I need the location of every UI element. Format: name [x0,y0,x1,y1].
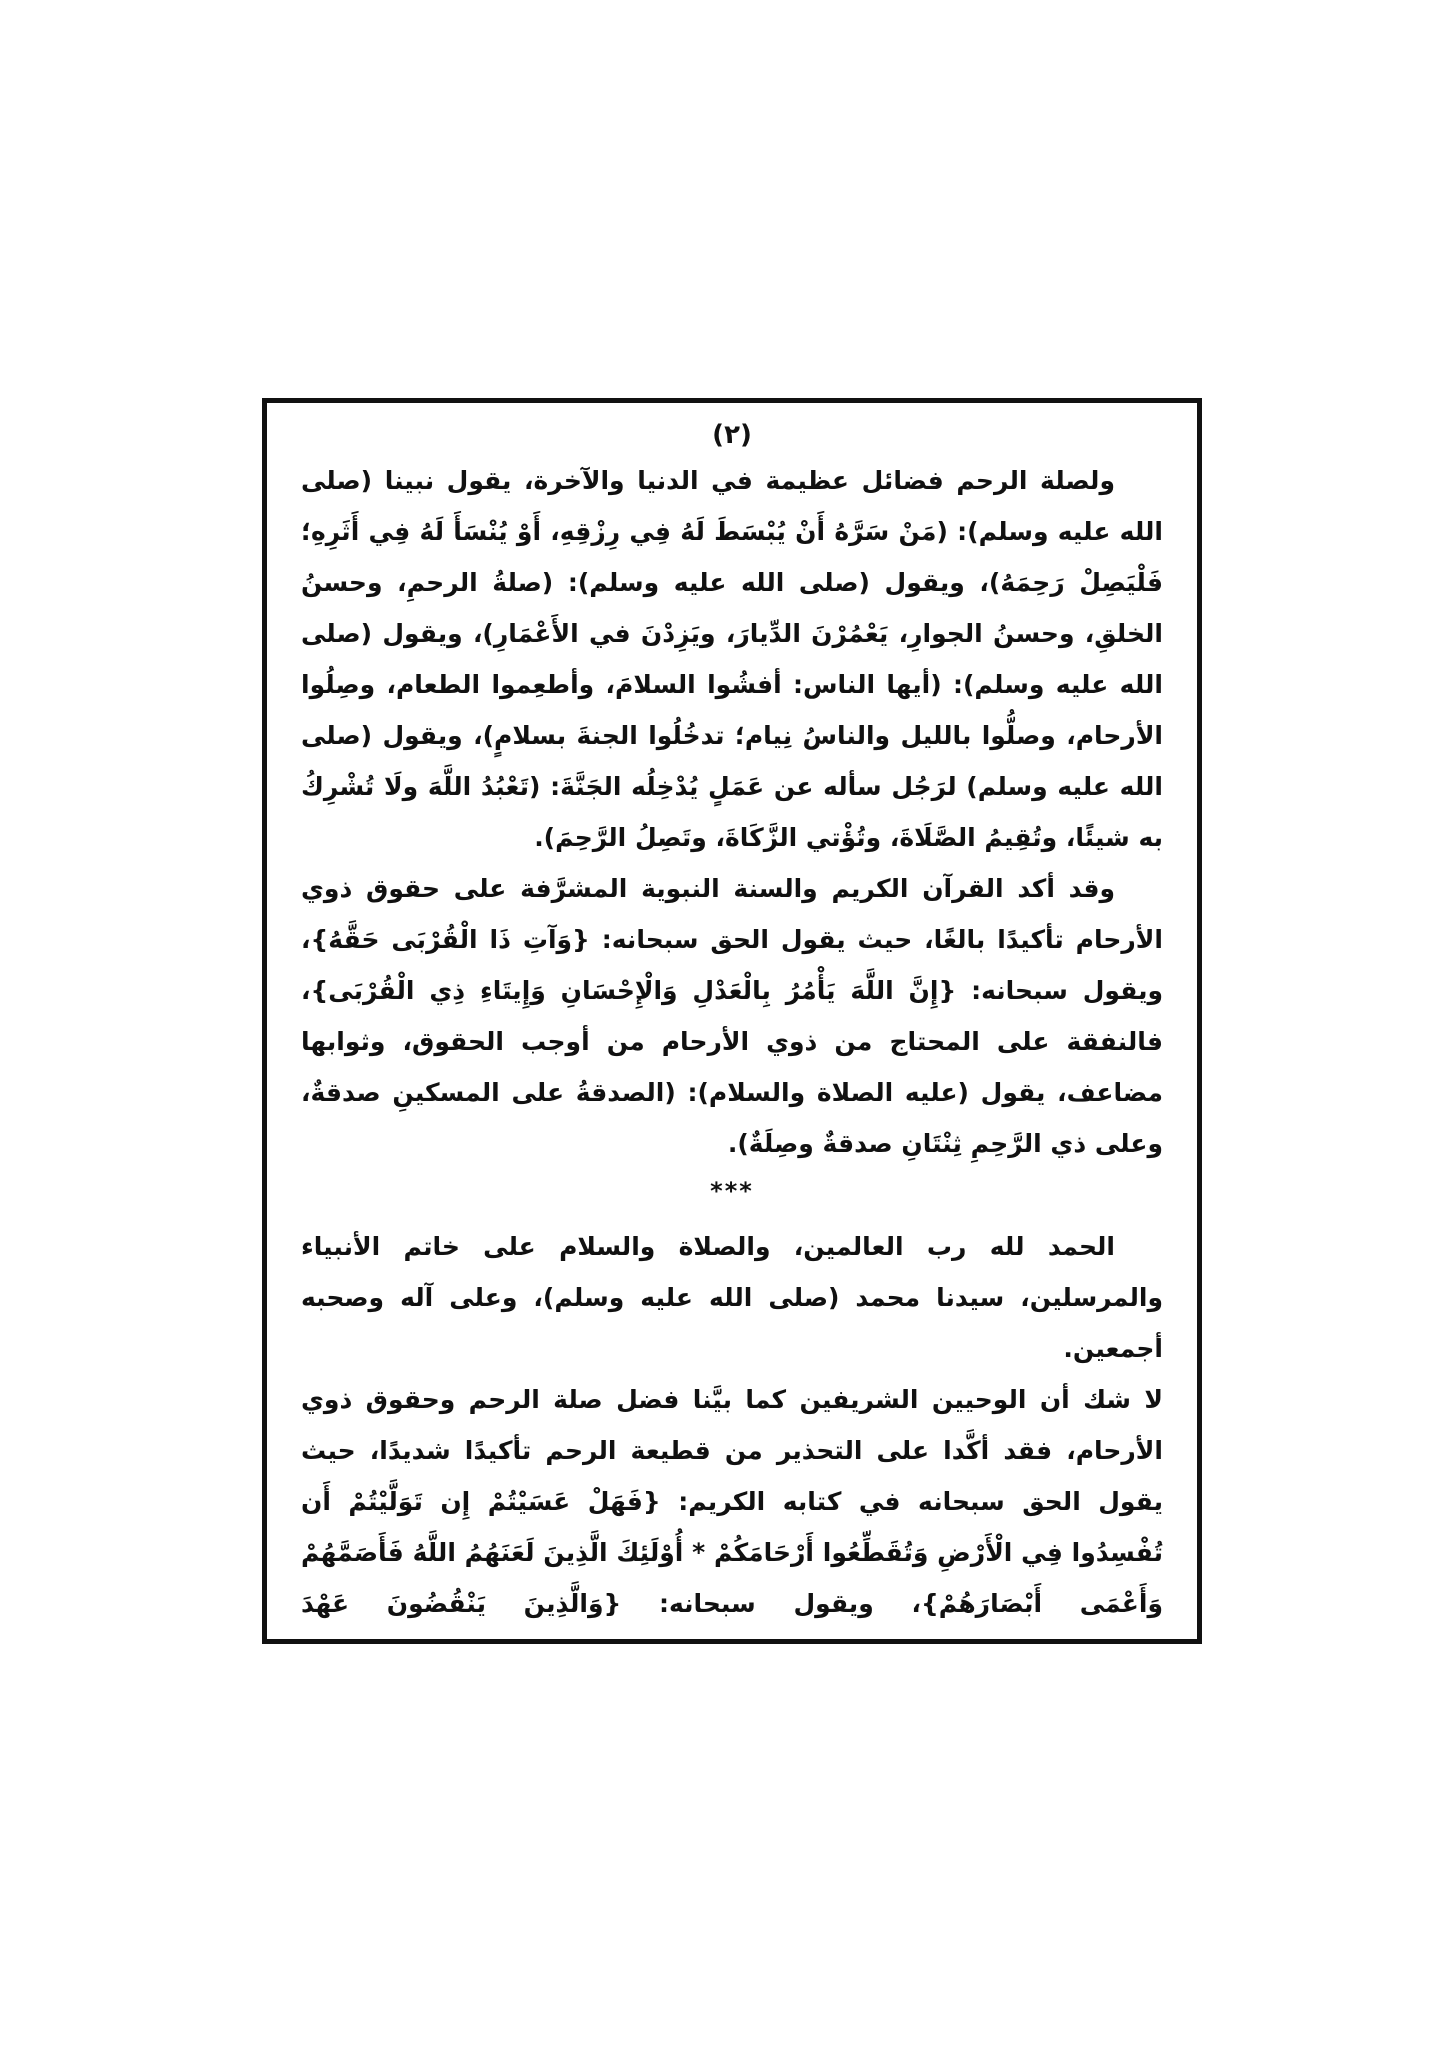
page-number: (٢) [712,420,752,450]
page-frame [262,398,1202,1644]
paragraph-opening-praise: الحمد لله رب العالمين، والصلاة والسلام على خاتم الأنبياء والمرسلين، سيدنا محمد (صلى الله عليه وسلم)، وعلى آله وصحبه أجمعين. [301,1232,1163,1363]
paragraph-quran-sunnah-emphasis: وقد أكد القرآن الكريم والسنة النبوية المشرَّفة على حقوق ذوي الأرحام تأكيدًا بالغًا، حيث يقول الحق سبحانه: {وَآتِ ذَا الْقُرْبَى حَقَّهُ}، ويقول سبحانه: {إِنَّ اللَّهَ يَأْمُرُ بِالْعَدْلِ وَالْإِحْسَانِ وَإِيتَاءِ ذِي الْقُرْبَى}، فالنفقة على المحتاج من ذوي الأرحام من أوجب الحقوق، وثوابها مضاعف، يقول (عليه الصلاة والسلام): (الصدقةُ على المسكينِ صدقةٌ، وعلى ذي الرَّحِمِ ثِنْتَانِ صدقةٌ وصِلَةٌ). [301,874,1163,1158]
paragraph-warning-against-severance: لا شك أن الوحيين الشريفين كما بيَّنا فضل صلة الرحم وحقوق ذوي الأرحام، فقد أكَّدا على التحذير من قطيعة الرحم تأكيدًا شديدًا، حيث يقول الحق سبحانه في كتابه الكريم: {فَهَلْ عَسَيْتُمْ إِن تَوَلَّيْتُمْ أَن تُفْسِدُوا فِي الْأَرْضِ وَتُقَطِّعُوا أَرْحَامَكُمْ * أُوْلَئِكَ الَّذِينَ لَعَنَهُمُ اللَّهُ فَأَصَمَّهُمْ وَأَعْمَى أَبْصَارَهُمْ}، ويقول سبحانه: {وَالَّذِينَ يَنْقُضُونَ عَهْدَ [301,1385,1163,1618]
paragraph-virtues-of-kinship: ولصلة الرحم فضائل عظيمة في الدنيا والآخرة، يقول نبينا (صلى الله عليه وسلم): (مَنْ سَرَّهُ أَنْ يُبْسَطَ لَهُ فِي رِزْقِهِ، أَوْ يُنْسَأَ لَهُ فِي أَثَرِهِ؛ فَلْيَصِلْ رَحِمَهُ)، ويقول (صلى الله عليه وسلم): (صلةُ الرحمِ، وحسنُ الخلقِ، وحسنُ الجوارِ، يَعْمُرْنَ الدِّيارَ، ويَزِدْنَ في الأَعْمَارِ)، ويقول (صلى الله عليه وسلم): (أيها الناس: أفشُوا السلامَ، وأطعِموا الطعام، وصِلُوا الأرحام، وصلُّوا بالليل والناسُ نِيام؛ تدخُلُوا الجنةَ بسلامٍ)، ويقول (صلى الله عليه وسلم) لرَجُل سأله عن عَمَلٍ يُدْخِلُه الجَنَّةَ: (تَعْبُدُ اللَّهَ ولَا تُشْرِكُ به شيئًا، وتُقِيمُ الصَّلَاةَ، وتُؤْتي الزَّكَاةَ، وتَصِلُ الرَّحِمَ). [301,466,1163,852]
section-separator: *** [710,1177,754,1205]
